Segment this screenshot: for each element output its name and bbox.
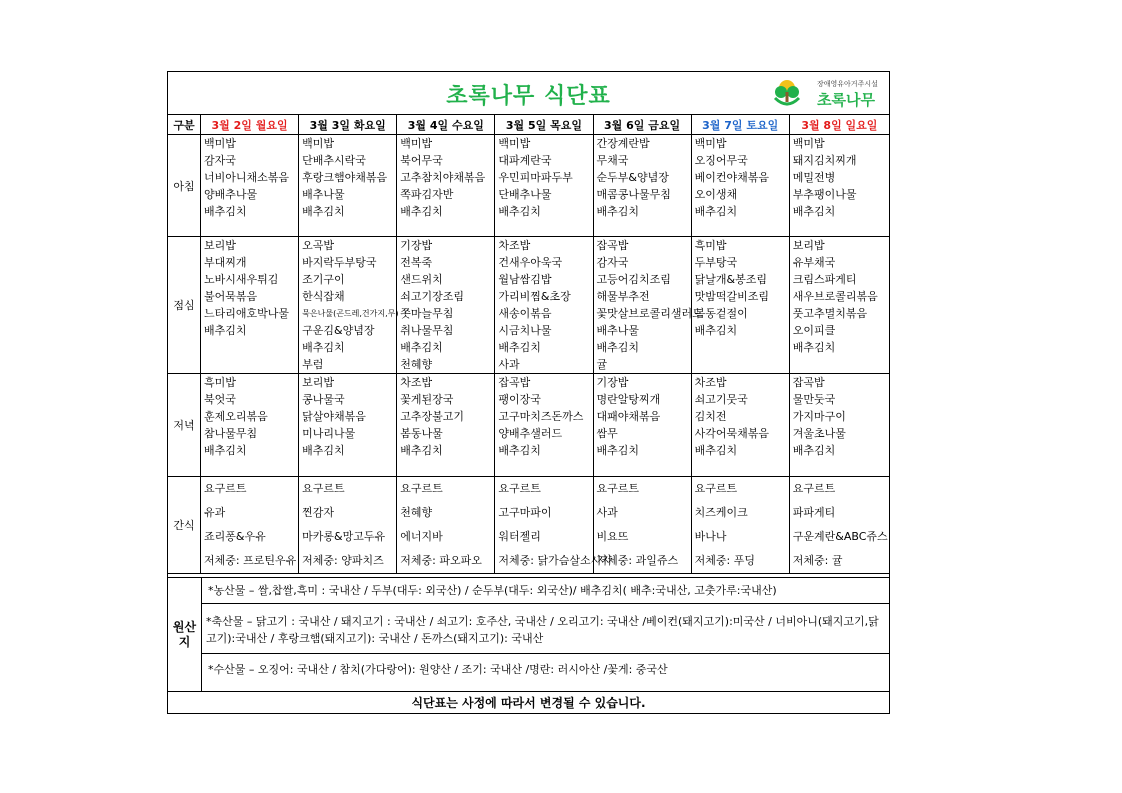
menu-item: 고등어김치조림 (596, 273, 671, 286)
meal-label: 점심 (168, 237, 201, 374)
day-header: 3월 7일 토요일 (691, 115, 789, 135)
menu-cell (789, 237, 889, 374)
menu-item: 배추김치 (596, 444, 640, 457)
menu-item: 전복죽 (400, 256, 433, 269)
meal-row (168, 477, 890, 574)
menu-item: 유부채국 (792, 256, 836, 269)
menu-cell (397, 135, 495, 237)
menu-item: 쫏마늘무침 (400, 307, 454, 320)
menu-item: 백미밥 (400, 137, 433, 150)
menu-item: 부대찌개 (204, 256, 247, 269)
header-label: 구분 (168, 115, 201, 135)
menu-item: 후랑크햄야채볶음 (302, 171, 388, 184)
menu-item: 구운김&양념장 (302, 324, 375, 337)
origin-agricultural: *농산물 – 쌀,찹쌀,흑미 : 국내산 / 두부(대두: 외국산) / 순두부(대두: 외국산)/ 배추김치( 배추:국내산, 고춧가루:국내산) (202, 578, 889, 604)
menu-item: 메밀전병 (792, 171, 836, 184)
sheet-header (168, 72, 889, 115)
menu-item: 배추김치 (792, 205, 836, 218)
menu-item: 저체중: 프로틴우유 (204, 554, 297, 567)
menu-item: 백미밥 (694, 137, 727, 150)
menu-item: 배추김치 (204, 205, 247, 218)
origin-label-text: 원산지 (172, 620, 197, 649)
menu-item: 흑미밥 (694, 239, 727, 252)
day-header: 3월 5일 목요일 (495, 115, 593, 135)
menu-item: 천혜향 (400, 506, 433, 519)
menu-item: 풋고추멸치볶음 (792, 307, 868, 320)
origin-livestock: *축산물 – 닭고기 : 국내산 / 돼지고기 : 국내산 / 쇠고기: 호주산, 국내산 / 오리고기: 국내산 /베이컨(돼지고기):미국산 / 너비아니(돼지고기,닭고기):국내산 / 후랑크햄(돼지고기): 국내산 / 돈까스(돼지고기): 국내산 (202, 605, 889, 654)
menu-cell (495, 374, 593, 477)
menu-item: 배추김치 (400, 444, 443, 457)
menu-item: 배추김치 (204, 444, 247, 457)
menu-item: 고추참치야채볶음 (400, 171, 486, 184)
menu-item: 닭날개&봉조림 (694, 273, 767, 286)
logo-subtitle: 장애영유아거주시설 (817, 80, 878, 88)
menu-item: 요구르트 (400, 482, 443, 495)
menu-item: 미나리나물 (302, 427, 356, 440)
menu-item: 북엇국 (204, 393, 236, 406)
menu-item: 오이생채 (694, 188, 738, 201)
menu-item: 꽃맛살브로콜리샐러드 (596, 307, 703, 320)
menu-item: 불어묵볶음 (204, 290, 258, 303)
menu-item: 저체중: 파오파오 (400, 554, 482, 567)
menu-item: 보리밥 (204, 239, 236, 252)
origin-label (168, 578, 202, 692)
menu-cell (691, 374, 789, 477)
menu-item: 단배추나물 (498, 188, 552, 201)
menu-item: 바나나 (694, 530, 727, 543)
menu-item: 닭살야채볶음 (302, 410, 366, 423)
menu-item: 양배추나물 (204, 188, 258, 201)
tree-logo-icon (771, 78, 803, 108)
menu-item: 저체중: 양파치즈 (302, 554, 384, 567)
menu-item: 감자국 (596, 256, 629, 269)
meal-row (168, 237, 890, 374)
menu-item: 배추김치 (302, 205, 345, 218)
menu-item: 배추김치 (792, 341, 836, 354)
day-header: 3월 2일 월요일 (201, 115, 299, 135)
menu-item: 취나물무침 (400, 324, 454, 337)
menu-cell (789, 477, 889, 574)
menu-sheet (167, 71, 890, 714)
menu-item: 파파게티 (792, 506, 836, 519)
menu-item: 찐감자 (302, 506, 335, 519)
day-header: 3월 6일 금요일 (593, 115, 691, 135)
menu-cell (789, 374, 889, 477)
menu-item: 마카롱&망고두유 (302, 530, 386, 543)
logo (769, 77, 885, 111)
menu-item: 보리밥 (792, 239, 825, 252)
menu-item: 저체중: 푸딩 (694, 554, 755, 567)
menu-item: 너비아니채소볶음 (204, 171, 290, 184)
menu-item: 대패야채볶음 (596, 410, 661, 423)
menu-item: 오징어무국 (694, 154, 748, 167)
menu-item: 무채국 (596, 154, 629, 167)
menu-cell (299, 477, 397, 574)
menu-item: 배추김치 (694, 324, 738, 337)
menu-item: 요구르트 (498, 482, 541, 495)
menu-item: 차조밥 (694, 376, 727, 389)
menu-item: 콩나물국 (302, 393, 345, 406)
menu-item: 노바시새우튀김 (204, 273, 279, 286)
menu-item: 백미밥 (498, 137, 531, 150)
menu-item: 감자국 (204, 154, 236, 167)
origin-section (168, 577, 889, 692)
menu-item: 훈제오리볶음 (204, 410, 268, 423)
menu-item: 배추김치 (498, 444, 541, 457)
menu-item: 배추김치 (302, 341, 345, 354)
menu-item: 치즈케이크 (694, 506, 748, 519)
menu-item: 간장계란밥 (596, 137, 650, 150)
menu-cell (691, 237, 789, 374)
menu-item: 쪽파김자반 (400, 188, 454, 201)
menu-item: 물만둣국 (792, 393, 836, 406)
menu-item: 기장밥 (400, 239, 433, 252)
menu-item: 순두부&양념장 (596, 171, 669, 184)
menu-cell (789, 135, 889, 237)
menu-item: 비요뜨 (596, 530, 629, 543)
menu-item: 우민피마파두부 (498, 171, 573, 184)
menu-item: 조기구이 (302, 273, 345, 286)
menu-item: 팽이장국 (498, 393, 541, 406)
menu-item: 사과 (596, 506, 618, 519)
menu-item: 느타리애호박나물 (204, 307, 290, 320)
menu-item: 시금치나물 (498, 324, 552, 337)
menu-item: 배추김치 (302, 444, 345, 457)
menu-item: 고추장불고기 (400, 410, 465, 423)
menu-item: 양배추샐러드 (498, 427, 563, 440)
menu-item: 배추김치 (694, 444, 738, 457)
menu-item: 월남쌈김밥 (498, 273, 552, 286)
menu-item: 배추김치 (400, 341, 443, 354)
menu-item: 기장밥 (596, 376, 629, 389)
menu-item: 명란알탕찌개 (596, 393, 661, 406)
menu-cell (691, 135, 789, 237)
menu-cell (593, 237, 703, 374)
menu-cell (201, 477, 299, 574)
menu-item: 귤 (596, 358, 608, 371)
day-header-row (168, 115, 890, 135)
menu-cell (201, 237, 299, 374)
menu-item: 크림스파게티 (792, 273, 857, 286)
menu-cell (397, 374, 495, 477)
menu-item: 북어무국 (400, 154, 443, 167)
menu-item: 백미밥 (792, 137, 825, 150)
menu-item: 배추김치 (204, 324, 247, 337)
menu-item: 대파계란국 (498, 154, 552, 167)
day-header: 3월 3일 화요일 (299, 115, 397, 135)
menu-item: 쇠고기장조림 (400, 290, 465, 303)
menu-item: 백미밥 (302, 137, 335, 150)
menu-item: 천혜향 (400, 358, 433, 371)
menu-item: 워터젤리 (498, 530, 541, 543)
menu-item: 가지마구이 (792, 410, 846, 423)
menu-item: 쇠고기뭇국 (694, 393, 748, 406)
menu-cell (397, 477, 495, 574)
menu-item: 새우브로콜리볶음 (792, 290, 878, 303)
menu-cell (299, 135, 397, 237)
menu-item: 사각어묵채볶음 (694, 427, 770, 440)
menu-item: 배추김치 (400, 205, 443, 218)
footer-note: 식단표는 사정에 따라서 변경될 수 있습니다. (168, 691, 889, 714)
menu-cell (201, 374, 299, 477)
menu-item: 배추김치 (498, 341, 541, 354)
menu-item: 겨울초나물 (792, 427, 846, 440)
menu-item: 백미밥 (204, 137, 236, 150)
menu-cell (299, 237, 397, 374)
menu-cell (397, 237, 495, 374)
menu-item: 저체중: 과일쥬스 (596, 554, 679, 567)
menu-item: 유과 (204, 506, 226, 519)
menu-item: 잡곡밥 (498, 376, 531, 389)
menu-item: 사과 (498, 358, 520, 371)
menu-item: 배추김치 (596, 205, 640, 218)
meal-label: 아침 (168, 135, 201, 237)
day-header: 3월 8일 일요일 (789, 115, 889, 135)
menu-item: 배추김치 (694, 205, 738, 218)
menu-item: 바지락두부탕국 (302, 256, 377, 269)
menu-item: 부추팽이나물 (792, 188, 857, 201)
menu-item: 흑미밥 (204, 376, 236, 389)
menu-item: 요구르트 (302, 482, 345, 495)
menu-item: 배추김치 (792, 444, 836, 457)
menu-cell (201, 135, 299, 237)
menu-item: 요구르트 (204, 482, 247, 495)
menu-item: 보리밥 (302, 376, 335, 389)
menu-item: 요구르트 (596, 482, 640, 495)
menu-item: 꽃게된장국 (400, 393, 454, 406)
menu-item: 한식잡채 (302, 290, 345, 303)
menu-item: 잡곡밥 (596, 239, 629, 252)
menu-item: 배추나물 (302, 188, 345, 201)
menu-item: 요구르트 (792, 482, 836, 495)
menu-item: 베이컨야채볶음 (694, 171, 770, 184)
menu-item: 차조밥 (498, 239, 531, 252)
menu-item: 맛밤떡갈비조림 (694, 290, 770, 303)
menu-item: 건새우아욱국 (498, 256, 563, 269)
menu-item: 구운계란&ABC쥬스 (792, 530, 888, 543)
menu-item: 봄동나물 (400, 427, 443, 440)
menu-item: 에너지바 (400, 530, 443, 543)
menu-cell (593, 477, 691, 574)
menu-item: 오곡밥 (302, 239, 335, 252)
menu-cell (495, 135, 593, 237)
menu-item: 쌈무 (596, 427, 618, 440)
menu-item: 샌드위치 (400, 273, 443, 286)
menu-table (167, 114, 890, 574)
menu-cell (593, 374, 691, 477)
menu-cell (495, 237, 593, 374)
page-title: 초록나무 식단표 (446, 84, 611, 109)
origin-seafood: *수산물 – 오징어: 국내산 / 참치(가다랑어): 원양산 / 조기: 국내산 /명란: 러시아산 /꽃게: 중국산 (208, 663, 668, 676)
menu-item: 차조밥 (400, 376, 433, 389)
menu-item: 가리비찜&초장 (498, 290, 571, 303)
menu-item: 묵은나물(곤드레,건가지,무) (302, 309, 399, 318)
menu-item: 부럼 (302, 358, 324, 371)
menu-item: 저체중: 닭가슴살소시지 (498, 554, 612, 567)
menu-item: 두부탕국 (694, 256, 738, 269)
menu-item: 김치전 (694, 410, 727, 423)
menu-item: 오이피클 (792, 324, 836, 337)
menu-item: 봄동겉절이 (694, 307, 748, 320)
menu-item: 고구마파이 (498, 506, 552, 519)
menu-item: 죠리퐁&우유 (204, 530, 266, 543)
meal-label: 저녁 (168, 374, 201, 477)
menu-item: 배추김치 (498, 205, 541, 218)
menu-cell (299, 374, 397, 477)
menu-item: 저체중: 귤 (792, 554, 843, 567)
meal-label: 간식 (168, 477, 201, 574)
menu-item: 해물부추전 (596, 290, 650, 303)
menu-item: 배추김치 (596, 341, 640, 354)
menu-item: 요구르트 (694, 482, 738, 495)
menu-cell (691, 477, 789, 574)
menu-cell (593, 135, 691, 237)
menu-item: 돼지김치찌개 (792, 154, 857, 167)
menu-item: 새송이볶음 (498, 307, 552, 320)
meal-row (168, 135, 890, 237)
menu-item: 매콤콩나물무침 (596, 188, 671, 201)
menu-item: 잡곡밥 (792, 376, 825, 389)
menu-item: 고구마치즈돈까스 (498, 410, 584, 423)
menu-item: 참나물무침 (204, 427, 258, 440)
day-header: 3월 4일 수요일 (397, 115, 495, 135)
meal-row (168, 374, 890, 477)
menu-item: 배추나물 (596, 324, 640, 337)
logo-name: 초록나무 (817, 91, 875, 109)
menu-item: 단배추시락국 (302, 154, 366, 167)
